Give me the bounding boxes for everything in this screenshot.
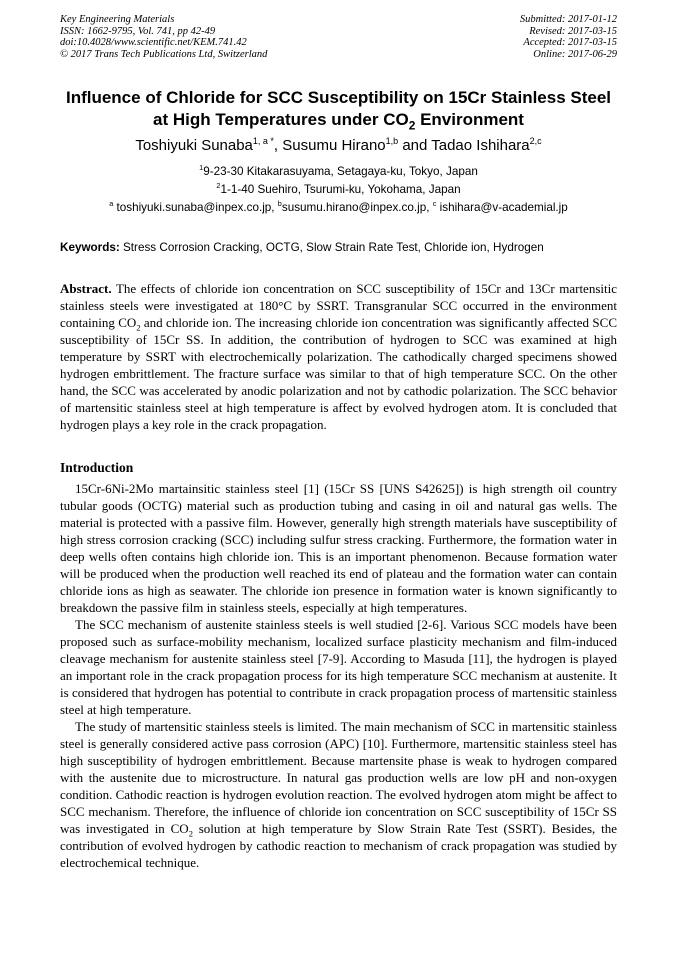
- keywords-text: Stress Corrosion Cracking, OCTG, Slow Strain Rate Test, Chloride ion, Hydrogen: [119, 241, 544, 255]
- date-submitted: Submitted: 2017-01-12: [519, 14, 617, 25]
- date-accepted: Accepted: 2017-03-15: [523, 37, 617, 49]
- journal-copyright: © 2017 Trans Tech Publications Ltd, Switzerland: [60, 48, 268, 60]
- abstract-paragraph: [60, 280, 617, 433]
- keywords-line: [60, 240, 617, 255]
- keywords-label: Keywords:: [60, 241, 120, 255]
- paper-title: [60, 87, 617, 133]
- paper-title-line1: Influence of Chloride for SCC Susceptibility on 15Cr Stainless Steel: [65, 88, 612, 108]
- journal-info: [60, 14, 267, 60]
- affiliations-block: [60, 163, 617, 217]
- date-online: Online: 2017-06-29: [533, 48, 617, 60]
- abstract-label: Abstract.: [60, 281, 112, 297]
- journal-header: [60, 14, 617, 60]
- intro-paragraph-1: 15Cr-6Ni-2Mo martainsitic stainless steel [1] (15Cr SS [UNS S42625]) is high strength oil country tubular goods (OCTG) material such as production tubing and casing in oil and natural gas wells. The material is protected with a passive film. However, generally high strength materials have susceptibility of high stress corrosion cracking (SCC) including sulfur stress cracking. Furthermore, the formation water in deep wells often contains high chloride ion. This is an important phenomenon. Because formation water will be produced when the production well reached its end of plateau and the formation water can contain chloride ions as high as seawater. The chloride ion presence in formation water is known significantly to breakdown the passive film in stainless steels, especially at high temperatures.: [60, 481, 617, 616]
- intro-paragraph-2: The SCC mechanism of austenite stainless steels is well studied [2-6]. Various SCC models have been proposed such as surface-mobility mechanism, localized surface plasticity mechanism and film-induced cleavage mechanism for austenite stainless steel [7-9]. According to Masuda [11], the hydrogen is played an important role in the crack propagation process for its high temperature SCC mechanism at austenite. It is considered that hydrogen has potential to contribute in crack propagation process of martensitic stainless steel at high temperature.: [60, 617, 617, 718]
- section-heading-introduction: Introduction: [60, 460, 134, 476]
- affiliation-1: $^1$9-23-30 Kitakarasuyama, Setagaya-ku, Tokyo, Japan: [199, 163, 478, 179]
- journal-title: Key Engineering Materials: [60, 14, 175, 25]
- journal-doi: doi:10.4028/www.scientific.net/KEM.741.42: [60, 37, 247, 49]
- date-revised: Revised: 2017-03-15: [529, 25, 617, 37]
- abstract-text: The effects of chloride ion concentration on SCC susceptibility of 15Cr and 13Cr martensitic stainless steels were investigated at 180°C by SSRT. Transgranular SCC occurred in the environment containing $CO_2$ and chloride ion. The increasing chloride ion concentration was significantly affected SCC susceptibility of 15Cr SS. In addition, the contribution of hydrogen to SCC was examined at high temperature by SSRT with electrochemically polarization. The cathodically charged specimens showed hydrogen embrittlement. The fracture surface was similar to that of high temperature SCC. On the other hand, the SCC was accelerated by anodic polarization and not by cathodic polarization. The SCC behavior of martensitic stainless steel at high temperature is affect by evolved hydrogen atom. It is concluded that hydrogen plays a key role in the crack propagation.: [60, 281, 617, 433]
- authors-line: Toshiyuki Sunaba$^{1, a *}$, Susumu Hirano$^{1,b}$ and Tadao Ishihara$^{2,c}$: [135, 136, 542, 155]
- author-emails: $^a$ toshiyuki.sunaba@inpex.co.jp, $^b$susumu.hirano@inpex.co.jp, $^c$ ishihara@v-academial.jp: [109, 199, 568, 215]
- submission-dates: [520, 14, 617, 60]
- journal-issn-volume: ISSN: 1662-9795, Vol. 741, pp 42-49: [60, 25, 216, 37]
- paper-title-line2: at High Temperatures under $CO_2$ Environment: [153, 109, 524, 133]
- affiliation-2: $^2$1-1-40 Suehiro, Tsurumi-ku, Yokohama, Japan: [216, 181, 461, 197]
- intro-paragraph-3: The study of martensitic stainless steels is limited. The main mechanism of SCC in martensitic stainless steel is generally considered active pass corrosion (APC) [10]. Furthermore, martensitic stainless steel has high susceptibility of hydrogen embrittlement. Because martensite phase is weak to hydrogen compared with the austenite due to microstructure. In natural gas production wells are low pH and non-oxygen condition. Cathodic reaction is hydrogen evolution reaction. The evolved hydrogen atom might be affect to SCC mechanism. Therefore, the influence of chloride ion concentration on SCC susceptibility of 15Cr SS was investigated in $CO_2$ solution at high temperature by Slow Strain Rate Test (SSRT). Besides, the contribution of evolved hydrogen by cathodic reaction to mechanism of crack propagation was studied by electrochemical technique.: [60, 719, 617, 871]
